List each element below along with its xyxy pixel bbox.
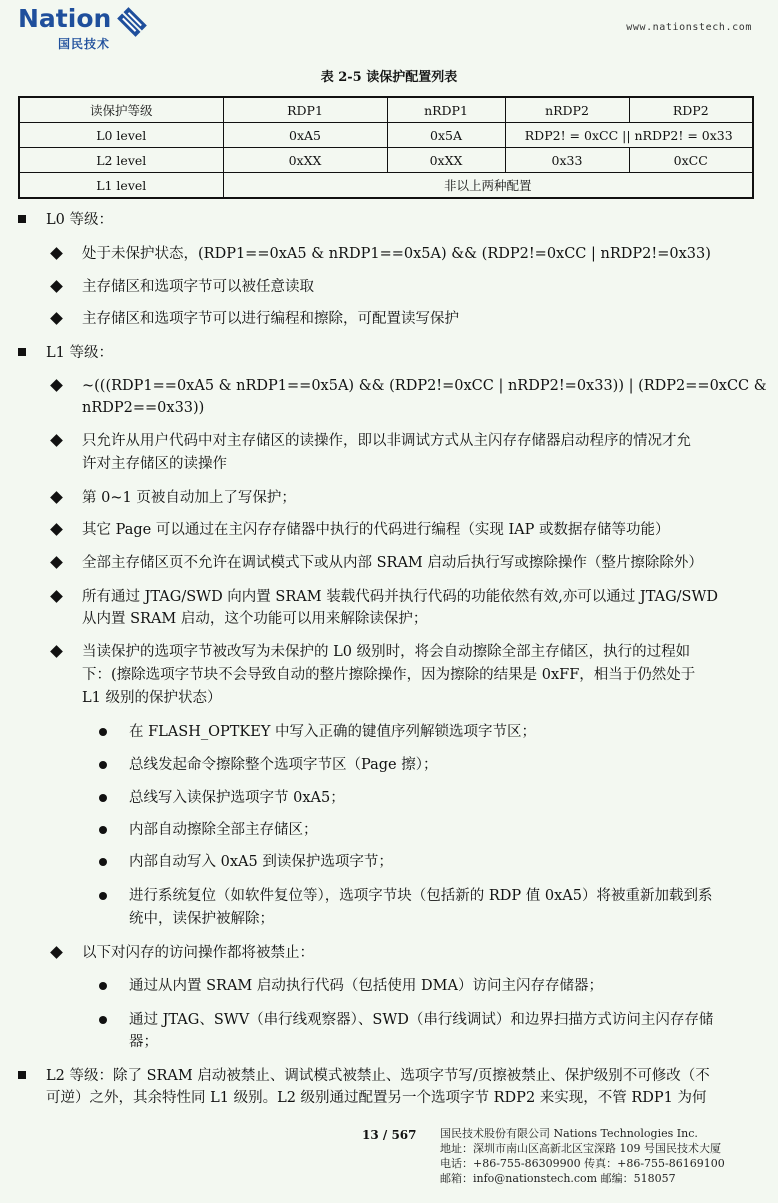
company-phone: 电话：+86-755-86309900 传真：+86-755-86169100 (440, 1157, 725, 1170)
circle-bullet-icon (99, 858, 107, 866)
table-cell: L2 level (19, 148, 223, 173)
section-heading: L0 等级： (46, 212, 113, 228)
list-item: 其它 Page 可以通过在主闪存存储器中执行的代码进行编程（实现 IAP 或数据存储等功能） (82, 522, 670, 538)
table-cell: RDP2! = 0xCC || nRDP2! = 0x33 (505, 123, 753, 148)
table-header-cell: RDP2 (629, 97, 753, 123)
diamond-bullet-icon (50, 491, 63, 504)
paragraph-line: 可逆）之外，其余特性同 L1 级别。L2 级别通过配置另一个选项字节 RDP2 来实现，不管 RDP1 为何 (46, 1090, 707, 1106)
diamond-bullet-icon (50, 645, 63, 658)
list-item: 全部主存储区页不允许在调试模式下或从内部 SRAM 启动后执行写或擦除操作（整片擦除除外） (82, 555, 703, 571)
diamond-bullet-icon (50, 312, 63, 325)
company-logo (18, 4, 158, 50)
circle-bullet-icon (99, 761, 107, 769)
list-item: 许对主存储区的读操作 (82, 456, 227, 472)
list-item: L1 级别的保护状态） (82, 690, 222, 706)
logo-chinese-text: 国民技术 (58, 37, 111, 51)
circle-bullet-icon (99, 1016, 107, 1024)
table-title: 表 2-5 读保护配置列表 (320, 70, 458, 85)
table-cell: L0 level (19, 123, 223, 148)
page-number: 13 / 567 (362, 1128, 417, 1142)
list-item: 通过从内置 SRAM 启动执行代码（包括使用 DMA）访问主闪存存储器； (129, 978, 603, 994)
table-cell: 0xA5 (223, 123, 387, 148)
read-protection-table (18, 96, 754, 199)
circle-bullet-icon (99, 892, 107, 900)
table-cell: 0x33 (505, 148, 629, 173)
table-cell: 0xXX (387, 148, 505, 173)
list-item: 主存储区和选项字节可以进行编程和擦除，可配置读写保护 (82, 311, 459, 327)
list-item: 从内置 SRAM 启动，这个功能可以用来解除读保护； (82, 611, 428, 627)
table-cell: 非以上两种配置 (223, 173, 753, 199)
website-url: www.nationstech.com (626, 22, 752, 33)
list-item: 进行系统复位（如软件复位等），选项字节块（包括新的 RDP 值 0xA5）将被重新加载到系 (129, 888, 713, 904)
diamond-bullet-icon (50, 379, 63, 392)
list-item: 总线写入读保护选项字节 0xA5； (129, 790, 345, 806)
diamond-bullet-icon (50, 523, 63, 536)
company-address: 地址：深圳市南山区高新北区宝深路 109 号国民技术大厦 (440, 1142, 721, 1155)
table-header-row (19, 97, 753, 123)
paragraph-line: L2 等级：除了 SRAM 启动被禁止、调试模式被禁止、选项字节写/页擦被禁止、保护级别不可修改（不 (46, 1068, 710, 1084)
table-row (19, 123, 753, 148)
diamond-bullet-icon (50, 590, 63, 603)
page-footer (0, 1124, 778, 1203)
list-item: 处于未保护状态，(RDP1==0xA5 & nRDP1==0x5A) && (RDP2!=0xCC | nRDP2!=0x33) (82, 246, 711, 262)
circle-bullet-icon (99, 826, 107, 834)
table-row (19, 148, 753, 173)
page-header (0, 0, 778, 56)
diamond-bullet-icon (50, 247, 63, 260)
list-item: 内部自动写入 0xA5 到读保护选项字节； (129, 854, 393, 870)
list-item: 器； (129, 1034, 158, 1050)
company-name: 国民技术股份有限公司 Nations Technologies Inc. (440, 1127, 698, 1140)
list-item: 内部自动擦除全部主存储区； (129, 822, 318, 838)
diamond-bullet-icon (50, 556, 63, 569)
square-bullet-icon (18, 348, 26, 356)
table-cell: 0x5A (387, 123, 505, 148)
table-header-cell: RDP1 (223, 97, 387, 123)
square-bullet-icon (18, 1071, 26, 1079)
logo-text: Nation (18, 4, 112, 33)
list-item: 以下对闪存的访问操作都将被禁止： (82, 945, 314, 961)
list-item: 只允许从用户代码中对主存储区的读操作，即以非调试方式从主闪存存储器启动程序的情况才允 (82, 433, 691, 449)
company-email: 邮箱：info@nationstech.com 邮编：518057 (440, 1172, 676, 1185)
list-item: 在 FLASH_OPTKEY 中写入正确的键值序列解锁选项字节区； (129, 724, 537, 740)
logo-mark-icon (114, 4, 150, 40)
table-cell: 0xXX (223, 148, 387, 173)
table-cell: 0xCC (629, 148, 753, 173)
list-item: ~(((RDP1==0xA5 & nRDP1==0x5A) && (RDP2!=0xCC | nRDP2!=0x33)) | (RDP2==0xCC & (82, 378, 767, 394)
table-header-cell: 读保护等级 (19, 97, 223, 123)
list-item: 通过 JTAG、SWV（串行线观察器）、SWD（串行线调试）和边界扫描方式访问主闪存存储 (129, 1012, 714, 1028)
diamond-bullet-icon (50, 434, 63, 447)
list-item: 总线发起命令擦除整个选项字节区（Page 擦）； (129, 757, 438, 773)
list-item: 统中，读保护被解除； (129, 911, 274, 927)
list-item: 所有通过 JTAG/SWD 向内置 SRAM 装载代码并执行代码的功能依然有效,亦可以通过 JTAG/SWD (82, 589, 719, 605)
diamond-bullet-icon (50, 946, 63, 959)
table-cell: L1 level (19, 173, 223, 199)
table-row (19, 173, 753, 199)
list-item: 第 0~1 页被自动加上了写保护； (82, 490, 296, 506)
list-item: 下：(擦除选项字节块不会导致自动的整片擦除操作，因为擦除的结果是 0xFF，相当于仍然处于 (82, 667, 696, 683)
diamond-bullet-icon (50, 280, 63, 293)
table-header-cell: nRDP1 (387, 97, 505, 123)
circle-bullet-icon (99, 728, 107, 736)
list-item: 主存储区和选项字节可以被任意读取 (82, 279, 314, 295)
table-header-cell: nRDP2 (505, 97, 629, 123)
company-info (440, 1126, 725, 1186)
square-bullet-icon (18, 215, 26, 223)
circle-bullet-icon (99, 794, 107, 802)
circle-bullet-icon (99, 982, 107, 990)
list-item: 当读保护的选项字节被改写为未保护的 L0 级别时，将会自动擦除全部主存储区，执行的过程如 (82, 644, 691, 660)
list-item: nRDP2==0x33)) (82, 400, 205, 416)
section-heading: L1 等级： (46, 345, 113, 361)
